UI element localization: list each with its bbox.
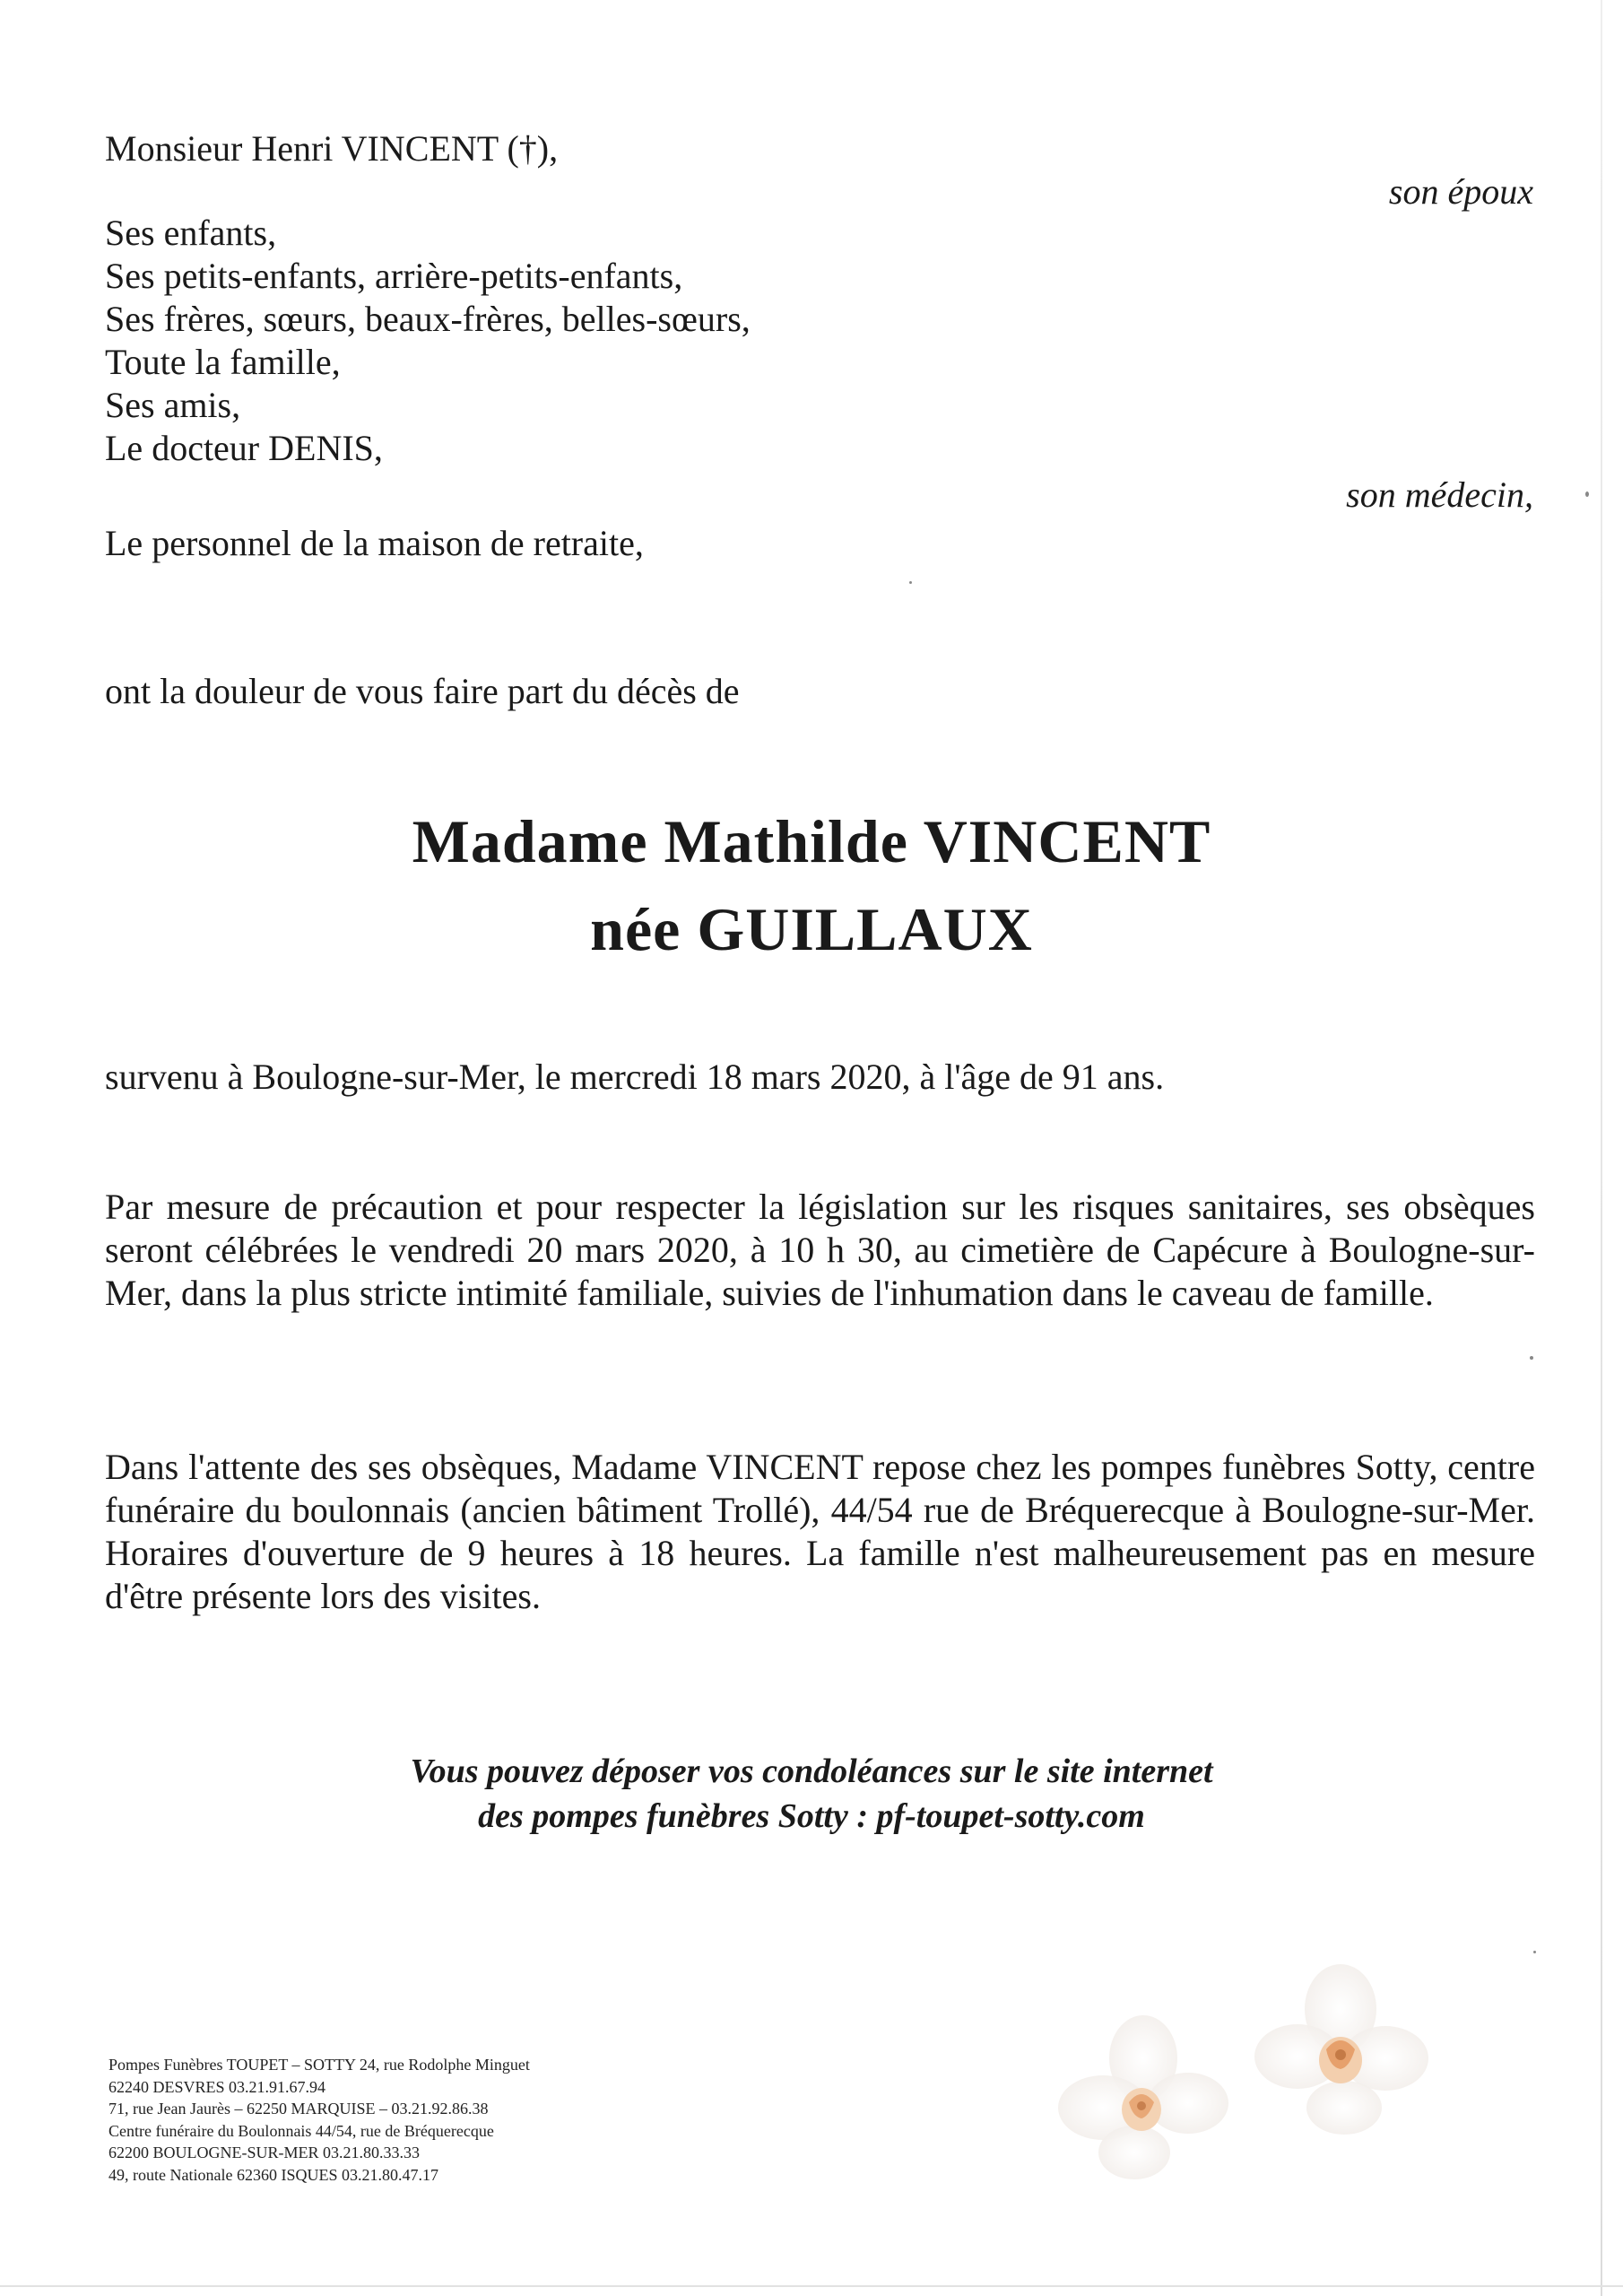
footer-line: 49, route Nationale 62360 ISQUES 03.21.80.47.17 [108, 2165, 438, 2184]
family-line: Ses frères, sœurs, beaux-frères, belles-sœurs, [105, 299, 751, 339]
scan-speck [1533, 1951, 1536, 1953]
page-edge-right [1601, 0, 1602, 2296]
page-edge-bottom [0, 2285, 1623, 2287]
funeral-paragraph: Par mesure de précaution et pour respecter la législation sur les risques sanitaires, ses obsèques seront célébrées le vendredi 20 mars 2020, à 10 h 30, au cimetière de Capécure à Boulogne-sur-Mer, dans la plus stricte intimité familiale, suivies de l'inhumation dans le caveau de famille. [105, 1187, 1535, 1313]
deceased-maiden-name: née GUILLAUX [590, 895, 1033, 963]
family-list [105, 212, 751, 470]
footer-line: 62240 DESVRES 03.21.91.67.94 [108, 2077, 326, 2096]
family-line: Toute la famille, [105, 342, 341, 382]
condolences-line-1: Vous pouvez déposer vos condoléances sur le site internet [410, 1752, 1213, 1790]
family-line: Ses petits-enfants, arrière-petits-enfants, [105, 256, 683, 296]
spouse-relation: son époux [1388, 171, 1533, 212]
footer-line: Centre funéraire du Boulonnais 44/54, rue de Bréquerecque [108, 2121, 494, 2140]
footer-line: 71, rue Jean Jaurès – 62250 MARQUISE – 03.21.92.86.38 [108, 2100, 489, 2118]
death-info: survenu à Boulogne-sur-Mer, le mercredi 18 mars 2020, à l'âge de 91 ans. [105, 1057, 1165, 1097]
scan-speck [1530, 1356, 1533, 1360]
family-line: Ses enfants, [105, 213, 277, 253]
orchid-flower-icon [1251, 1960, 1430, 2139]
family-line: Le docteur DENIS, [105, 428, 383, 468]
scan-speck [1585, 491, 1589, 497]
orchid-flower-icon [1054, 2009, 1233, 2188]
doctor-relation: son médecin, [1346, 474, 1533, 515]
footer-line: Pompes Funèbres TOUPET – SOTTY 24, rue Rodolphe Minguet [108, 2056, 530, 2074]
deceased-name: Madame Mathilde VINCENT [412, 807, 1211, 875]
condolences-line-2: des pompes funèbres Sotty : pf-toupet-sotty.com [478, 1797, 1145, 1835]
repose-paragraph: Dans l'attente des ses obsèques, Madame VINCENT repose chez les pompes funèbres Sotty, centre funéraire du boulonnais (ancien bâtiment Trollé), 44/54 rue de Bréquerecque à Boulogne-sur-Mer. Horaires d'ouverture de 9 heures à 18 heures. La famille n'est malheureusement pas en mesure d'être présente lors des visites. [105, 1447, 1535, 1616]
spouse-name: Monsieur Henri VINCENT (†), [105, 128, 559, 169]
staff-line: Le personnel de la maison de retraite, [105, 523, 644, 563]
footer-line: 62200 BOULOGNE-SUR-MER 03.21.80.33.33 [108, 2144, 421, 2161]
condolences-notice [0, 1749, 1623, 1839]
funeral-home-footer [108, 2054, 530, 2186]
announcement: ont la douleur de vous faire part du décès de [105, 671, 740, 711]
family-line: Ses amis, [105, 385, 241, 425]
scan-speck [909, 581, 912, 584]
